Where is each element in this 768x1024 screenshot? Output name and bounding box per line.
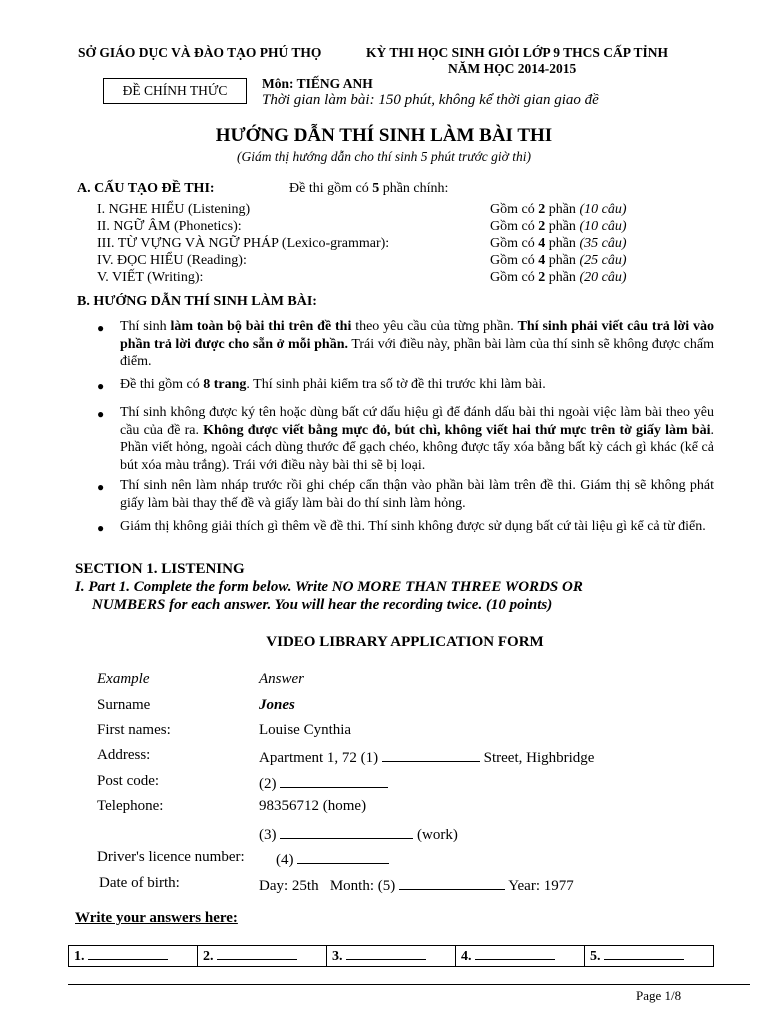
part-1-instruction-line-1: I. Part 1. Complete the form below. Write NO MORE THAN THREE WORDS OR	[75, 579, 583, 595]
answer-blank-2[interactable]	[280, 773, 388, 788]
subject: Môn: TIẾNG ANH	[262, 76, 373, 91]
telephone-work-field: (3) (work)	[259, 824, 458, 844]
licence-field: (4)	[276, 849, 389, 869]
form-title: VIDEO LIBRARY APPLICATION FORM	[266, 634, 544, 650]
page-number: Page 1/8	[636, 988, 682, 1003]
department-name: SỞ GIÁO DỤC VÀ ĐÀO TẠO PHÚ THỌ	[78, 45, 322, 60]
bullet-icon: ●	[97, 379, 105, 393]
page-title: HƯỚNG DẪN THÍ SINH LÀM BÀI THI	[215, 125, 553, 146]
answer-blank-4[interactable]	[297, 849, 389, 864]
instruction-5: Giám thị không giải thích gì thêm về đề thi. Thí sinh không được sử dụng bất cứ tài liệu gì kể cả từ điển.	[120, 519, 706, 534]
answer-cell-4[interactable]: 4.	[456, 946, 585, 966]
bullet-icon: ●	[97, 321, 105, 335]
answer-cell-3[interactable]: 3.	[327, 946, 456, 966]
telephone-label: Telephone:	[97, 798, 164, 814]
telephone-home: 98356712 (home)	[259, 798, 367, 814]
answer-blank-1[interactable]	[382, 747, 480, 762]
listening-heading: SECTION 1. LISTENING	[75, 561, 245, 577]
surname-label: Surname	[97, 697, 151, 713]
licence-label: Driver's licence number:	[97, 849, 245, 865]
exam-part-count: Gồm có 2 phần (20 câu)	[490, 270, 627, 285]
first-names-label: First names:	[97, 722, 171, 738]
bullet-icon: ●	[97, 480, 105, 494]
exam-part-name: III. TỪ VỰNG VÀ NGỮ PHÁP (Lexico-grammar):	[97, 236, 390, 251]
instruction-3: Thí sinh không được ký tên hoặc dùng bất cứ dấu hiệu gì để đánh dấu bài thi ngoài việc làm bài theo yêu cầu của đề ra. Không được viết bằng mực đỏ, bút chì, không viết hai thứ mực trên tờ giấy làm bài. Phần viết hỏng, ngoài cách dùng thước để gạch chéo, không được tẩy xóa bằng bất kỳ cách gì khác (kể cả bút xóa màu trắng). Trái với điều này bài thi sẽ bị loại.	[120, 405, 714, 473]
date-of-birth-field: Day: 25th Month: (5) Year: 1977	[259, 875, 574, 895]
answers-heading: Write your answers here:	[75, 910, 238, 926]
surname-value: Jones	[259, 697, 295, 713]
address-field: Apartment 1, 72 (1) Street, Highbridge	[259, 747, 594, 767]
footer-divider	[68, 984, 750, 985]
page-subtitle: (Giám thị hướng dẫn cho thí sinh 5 phút trước giờ thi)	[237, 149, 531, 164]
exam-part-count: Gồm có 4 phần (25 câu)	[490, 253, 627, 268]
instruction-2: Đề thi gồm có 8 trang. Thí sinh phải kiểm tra số tờ đề thi trước khi làm bài.	[120, 377, 546, 392]
address-label: Address:	[97, 747, 151, 763]
answer-cell-2[interactable]: 2.	[198, 946, 327, 966]
answer-blank-3[interactable]	[280, 824, 413, 839]
instruction-4: Thí sinh nên làm nháp trước rồi ghi chép cẩn thận vào phần bài làm trên đề thi. Giám thị sẽ không phát giấy làm bài thay thế đề và giấy làm bài do thí sinh làm hỏng.	[120, 478, 714, 511]
exam-part-name: I. NGHE HIỂU (Listening)	[97, 202, 251, 217]
section-b-heading: B. HƯỚNG DẪN THÍ SINH LÀM BÀI:	[77, 294, 317, 309]
instruction-1: Thí sinh làm toàn bộ bài thi trên đề thi theo yêu cầu của từng phần. Thí sinh phải viết câu trả lời vào phần trả lời được cho sẵn ở mỗi phần. Trái với điều này, phần bài làm của thí sinh sẽ không được chấm điểm.	[120, 319, 715, 369]
answer-cell-5[interactable]: 5.	[585, 946, 713, 966]
post-code-label: Post code:	[97, 773, 160, 789]
section-a-intro: Đề thi gồm có 5 phần chính:	[289, 181, 449, 196]
first-names-value: Louise Cynthia	[259, 722, 352, 738]
part-1-instruction-line-2: NUMBERS for each answer. You will hear the recording twice. (10 points)	[92, 597, 553, 613]
bullet-icon: ●	[97, 407, 105, 421]
post-code-field: (2)	[259, 773, 388, 793]
bullet-icon: ●	[97, 521, 105, 535]
answer-cell-1[interactable]: 1.	[69, 946, 198, 966]
answer-label: Answer	[259, 671, 304, 687]
exam-part-count: Gồm có 2 phần (10 câu)	[490, 202, 627, 217]
official-exam-box: ĐỀ CHÍNH THỨC	[103, 78, 247, 104]
exam-part-count: Gồm có 2 phần (10 câu)	[490, 219, 627, 234]
date-of-birth-label: Date of birth:	[99, 875, 180, 891]
school-year: NĂM HỌC 2014-2015	[448, 61, 577, 76]
example-label: Example	[97, 671, 150, 687]
exam-part-name: IV. ĐỌC HIỂU (Reading):	[97, 253, 247, 268]
exam-part-count: Gồm có 4 phần (35 câu)	[490, 236, 627, 251]
exam-duration: Thời gian làm bài: 150 phút, không kể thời gian giao đề	[262, 92, 599, 108]
exam-name: KỲ THI HỌC SINH GIỎI LỚP 9 THCS CẤP TỈNH	[366, 45, 668, 60]
answer-blank-5[interactable]	[399, 875, 505, 890]
exam-part-name: II. NGỮ ÂM (Phonetics):	[97, 219, 242, 234]
exam-part-name: V. VIẾT (Writing):	[97, 270, 204, 285]
answer-grid	[68, 945, 714, 967]
section-a-heading: A. CẤU TẠO ĐỀ THI:	[77, 181, 215, 196]
